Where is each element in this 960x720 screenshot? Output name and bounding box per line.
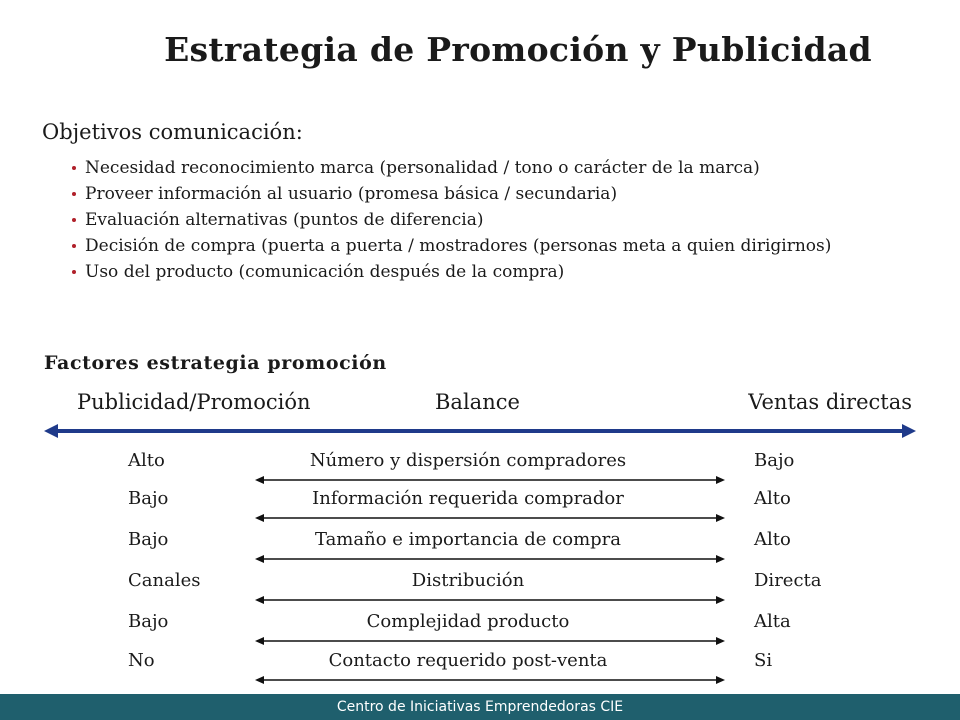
list-item-text: Necesidad reconocimiento marca (personalidad / tono o carácter de la marca): [85, 158, 760, 178]
factor-name: Distribución: [411, 570, 525, 591]
factor-left-value: Canales: [128, 570, 201, 591]
factor-left-value: Bajo: [128, 488, 169, 509]
factor-name: Número y dispersión compradores: [309, 450, 627, 471]
factor-name: Complejidad producto: [366, 611, 570, 632]
list-item-text: Uso del producto (comunicación después de la compra): [85, 262, 565, 282]
factor-name: Contacto requerido post-venta: [328, 650, 608, 671]
scale-right-label: Ventas directas: [748, 390, 912, 414]
factor-left-value: No: [128, 650, 155, 671]
list-item-text: Proveer información al usuario (promesa básica / secundaria): [85, 184, 618, 204]
page-title: Estrategia de Promoción y Publicidad: [164, 30, 872, 69]
objectives-list: [72, 158, 904, 288]
factor-right-value: Directa: [754, 570, 822, 591]
footer-bar: Centro de Iniciativas Emprendedoras CIE: [0, 694, 960, 720]
double-arrow-icon: [255, 512, 725, 524]
list-item: [72, 158, 904, 179]
factor-right-value: Alto: [754, 488, 791, 509]
list-item-text: Evaluación alternativas (puntos de diferencia): [85, 210, 484, 230]
bullet-icon: [72, 244, 76, 248]
double-arrow-icon: [255, 474, 725, 486]
factors-heading: Factores estrategia promoción: [44, 352, 387, 374]
bullet-icon: [72, 166, 76, 170]
factor-left-value: Alto: [128, 450, 165, 471]
scale-middle-label: Balance: [435, 390, 520, 414]
factor-right-value: Alta: [754, 611, 791, 632]
factor-right-value: Si: [754, 650, 773, 671]
bullet-icon: [72, 218, 76, 222]
factor-left-value: Bajo: [128, 611, 169, 632]
double-arrow-icon: [255, 594, 725, 606]
list-item: [72, 262, 904, 283]
factor-right-value: Alto: [754, 529, 791, 550]
list-item-text: Decisión de compra (puerta a puerta / mostradores (personas meta a quien dirigirnos): [85, 236, 832, 256]
list-item: [72, 236, 904, 257]
double-arrow-icon: [255, 553, 725, 565]
list-item: [72, 210, 904, 231]
list-item: [72, 184, 904, 205]
double-arrow-icon: [255, 635, 725, 647]
bullet-icon: [72, 192, 76, 196]
bullet-icon: [72, 270, 76, 274]
factor-name: Información requerida comprador: [312, 488, 624, 509]
factor-right-value: Bajo: [754, 450, 795, 471]
double-arrow-icon: [255, 674, 725, 686]
scale-left-label: Publicidad/Promoción: [77, 390, 311, 414]
scale-double-arrow-icon: [44, 420, 916, 442]
objectives-heading: Objetivos comunicación:: [42, 120, 303, 144]
factor-name: Tamaño e importancia de compra: [314, 529, 622, 550]
factor-left-value: Bajo: [128, 529, 169, 550]
